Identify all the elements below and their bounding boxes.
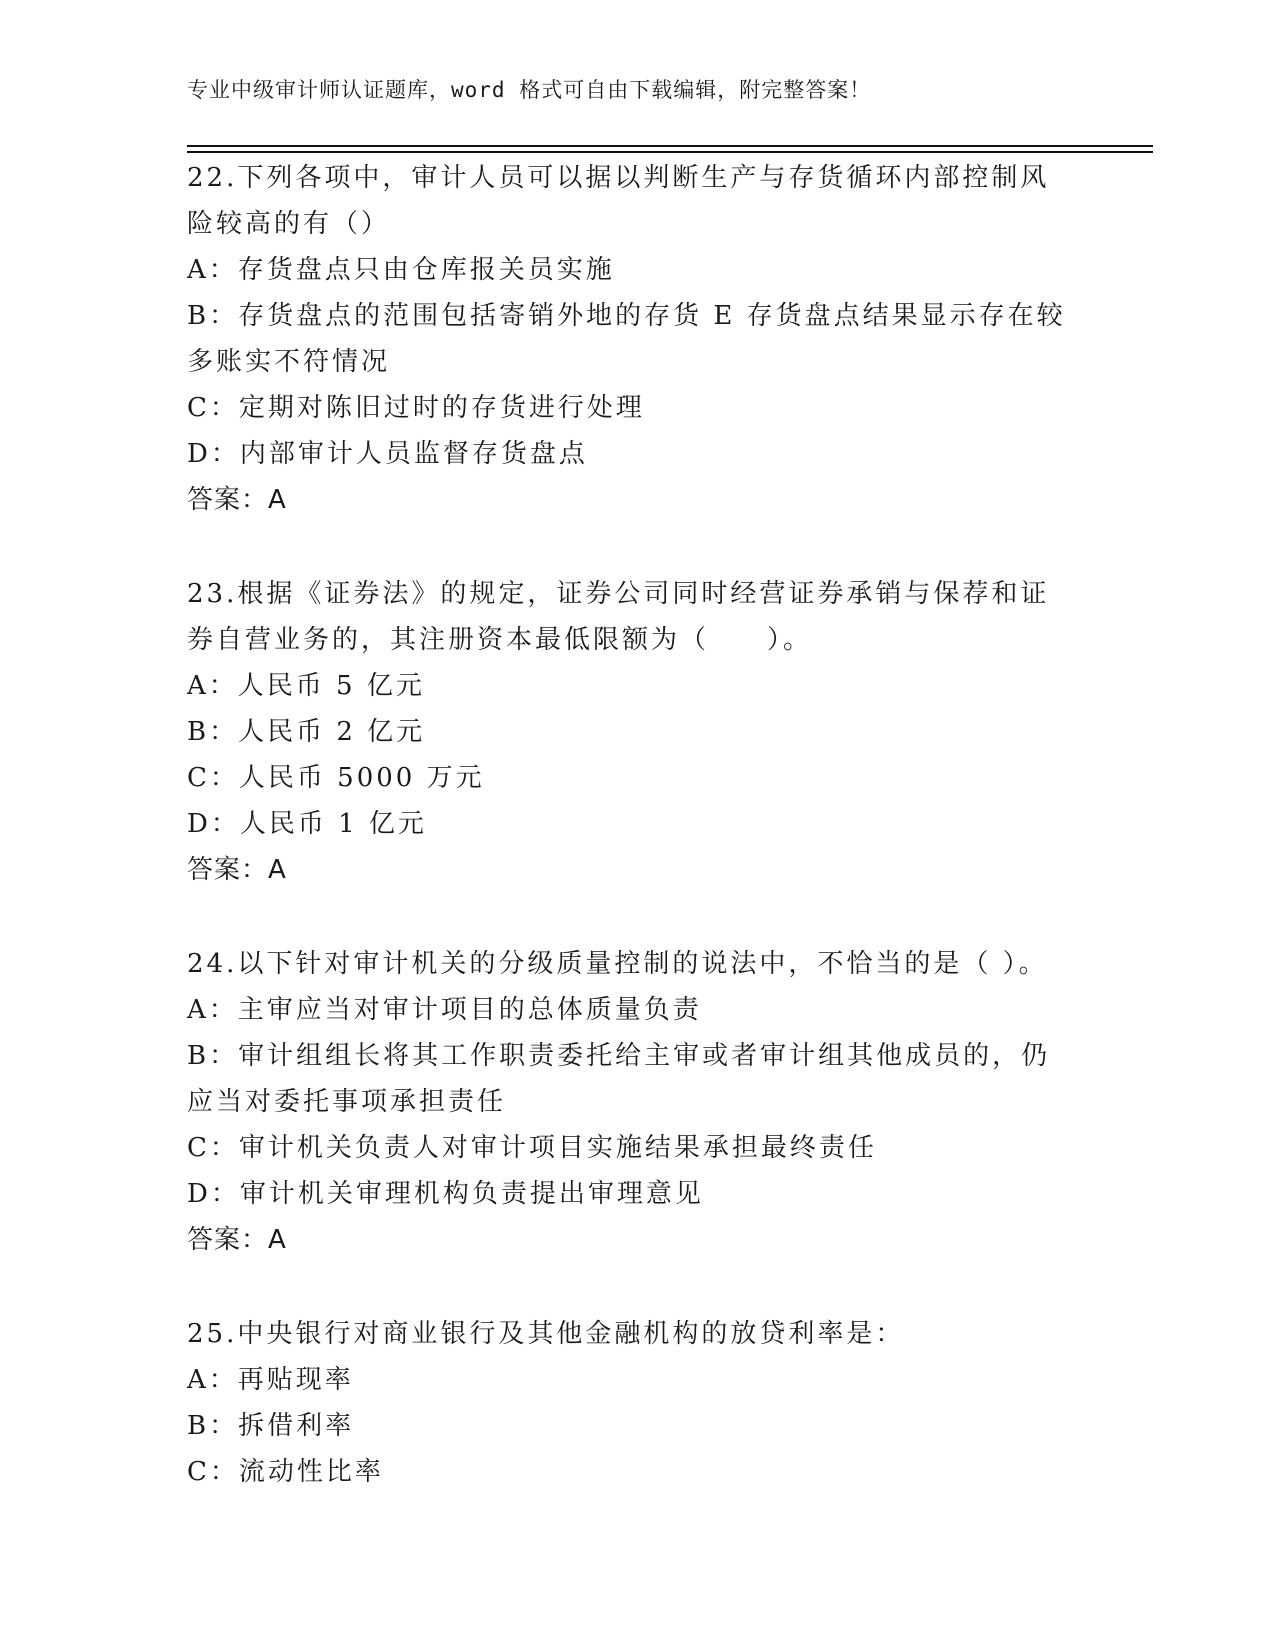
header-rule-top bbox=[187, 145, 1153, 147]
question-stem: 24.以下针对审计机关的分级质量控制的说法中，不恰当的是（ ）。 bbox=[187, 949, 1048, 979]
option-c: C：定期对陈旧过时的存货进行处理 bbox=[187, 393, 645, 423]
question-23 bbox=[187, 571, 1077, 893]
question-stem: 22.下列各项中，审计人员可以据以判断生产与存货循环内部控制风险较高的有（） bbox=[187, 163, 1050, 239]
option-a: A：人民币 5 亿元 bbox=[187, 671, 425, 701]
option-a: A：再贴现率 bbox=[187, 1365, 354, 1395]
option-c: C：人民币 5000 万元 bbox=[187, 763, 485, 793]
question-stem: 25.中央银行对商业银行及其他金融机构的放贷利率是： bbox=[187, 1319, 905, 1349]
option-b: B：人民币 2 亿元 bbox=[187, 717, 426, 747]
option-c: C：审计机关负责人对审计项目实施结果承担最终责任 bbox=[187, 1133, 877, 1163]
option-d: D：审计机关审理机构负责提出审理意见 bbox=[187, 1179, 704, 1209]
option-a: A：存货盘点只由仓库报关员实施 bbox=[187, 255, 615, 285]
option-b: B：存货盘点的范围包括寄销外地的存货 E 存货盘点结果显示存在较多账实不符情况 bbox=[187, 301, 1066, 377]
option-b: B：拆借利率 bbox=[187, 1411, 355, 1441]
option-b: B：审计组组长将其工作职责委托给主审或者审计组其他成员的，仍应当对委托事项承担责任 bbox=[187, 1041, 1051, 1117]
question-22 bbox=[187, 155, 1077, 523]
answer: 答案：A bbox=[187, 855, 287, 885]
question-24 bbox=[187, 941, 1077, 1263]
option-d: D：内部审计人员监督存货盘点 bbox=[187, 439, 588, 469]
question-list bbox=[187, 155, 1077, 1543]
answer: 答案：A bbox=[187, 1225, 287, 1255]
question-25 bbox=[187, 1311, 1077, 1495]
option-c: C：流动性比率 bbox=[187, 1457, 384, 1487]
option-a: A：主审应当对审计项目的总体质量负责 bbox=[187, 995, 702, 1025]
page-header: 专业中级审计师认证题库，word 格式可自由下载编辑，附完整答案！ bbox=[187, 78, 872, 102]
question-stem: 23.根据《证券法》的规定，证券公司同时经营证券承销与保荐和证券自营业务的，其注册资本最低限额为（ ）。 bbox=[187, 579, 1050, 655]
option-d: D：人民币 1 亿元 bbox=[187, 809, 427, 839]
answer: 答案：A bbox=[187, 485, 287, 515]
header-rule-bottom bbox=[187, 151, 1153, 153]
